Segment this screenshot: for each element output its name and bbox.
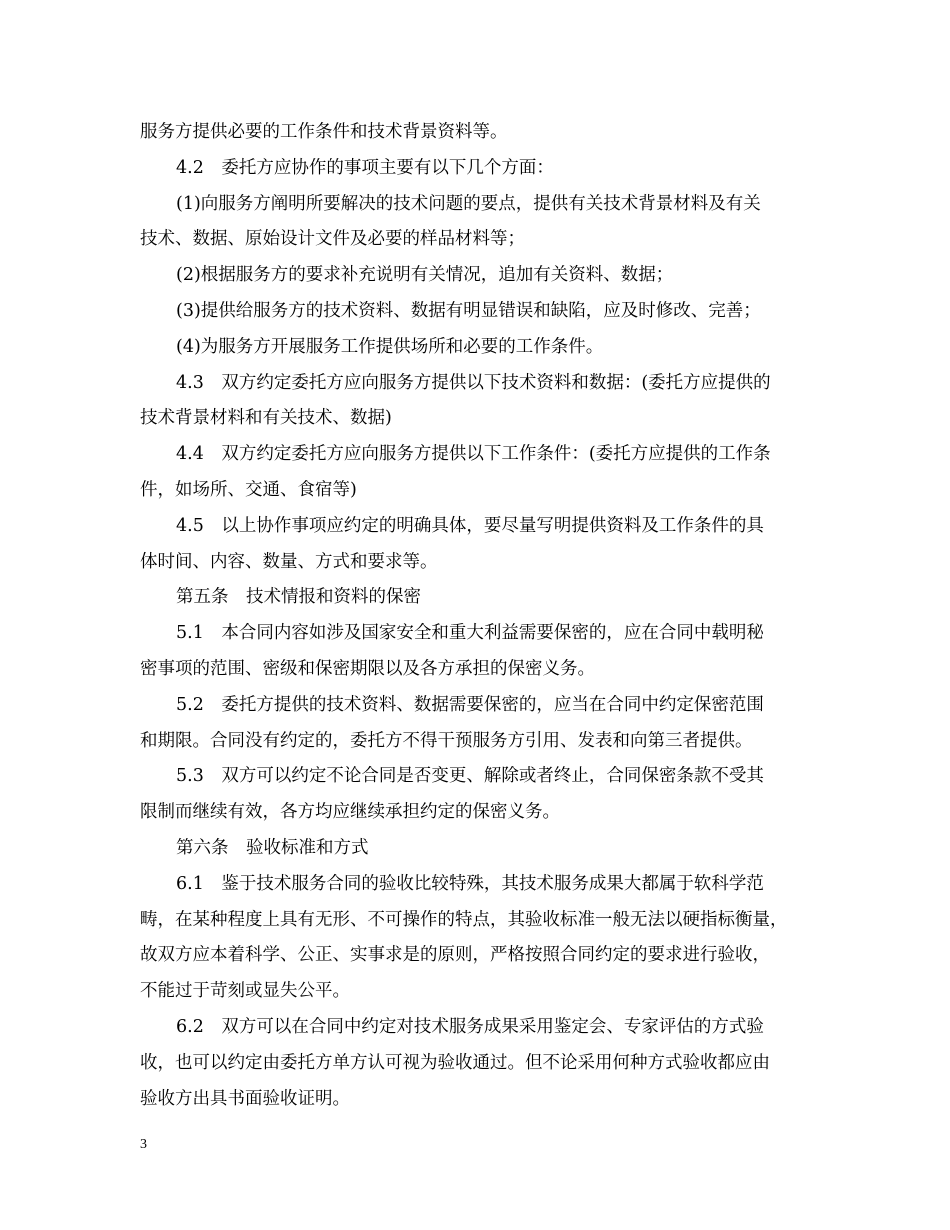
paragraph <box>140 509 812 581</box>
paragraph-line: 收，也可以约定由委托方单方认可视为验收通过。但不论采用何种方式验收都应由 <box>140 1052 770 1073</box>
paragraph-line: 技术背景材料和有关技术、数据) <box>140 408 392 429</box>
paragraph-line: (3)提供给服务方的技术资料、数据有明显错误和缺陷，应及时修改、完善； <box>176 300 761 321</box>
paragraph-line: 4.5 以上协作事项应约定的明确具体，要尽量写明提供资料及工作条件的具 <box>176 515 764 536</box>
paragraph <box>140 115 812 151</box>
paragraph-line: 密事项的范围、密级和保密期限以及各方承担的保密义务。 <box>140 658 595 679</box>
document-body <box>140 115 812 1117</box>
paragraph <box>140 1010 812 1117</box>
paragraph-line: 体时间、内容、数量、方式和要求等。 <box>140 551 438 572</box>
paragraph <box>140 294 812 330</box>
paragraph <box>140 580 812 616</box>
paragraph-line: 5.3 双方可以约定不论合同是否变更、解除或者终止，合同保密条款不受其 <box>176 766 764 787</box>
paragraph-line: 第六条 验收标准和方式 <box>176 837 369 858</box>
paragraph-line: 不能过于苛刻或显失公平。 <box>140 981 350 1002</box>
paragraph <box>140 759 812 831</box>
paragraph-line: 技术、数据、原始设计文件及必要的样品材料等； <box>140 229 525 250</box>
paragraph-line: 件，如场所、交通、食宿等) <box>140 479 357 500</box>
paragraph-line: 5.2 委托方提供的技术资料、数据需要保密的，应当在合同中约定保密范围 <box>176 694 764 715</box>
paragraph <box>140 258 812 294</box>
paragraph-line: 限制而继续有效，各方均应继续承担约定的保密义务。 <box>140 802 560 823</box>
paragraph-line: 6.2 双方可以在合同中约定对技术服务成果采用鉴定会、专家评估的方式验 <box>176 1016 764 1037</box>
paragraph <box>140 330 812 366</box>
paragraph <box>140 831 812 867</box>
paragraph-line: 4.4 双方约定委托方应向服务方提供以下工作条件：(委托方应提供的工作条 <box>176 444 771 465</box>
paragraph <box>140 366 812 438</box>
paragraph <box>140 437 812 509</box>
paragraph-line: (2)根据服务方的要求补充说明有关情况，追加有关资料、数据； <box>176 265 674 286</box>
paragraph <box>140 187 812 259</box>
paragraph-line: 验收方出具书面验收证明。 <box>140 1088 350 1109</box>
paragraph-line: 第五条 技术情报和资料的保密 <box>176 587 421 608</box>
paragraph <box>140 688 812 760</box>
paragraph <box>140 151 812 187</box>
page-number: 3 <box>140 1137 147 1152</box>
paragraph-line: 畴，在某种程度上具有无形、不可操作的特点，其验收标准一般无法以硬指标衡量， <box>140 909 788 930</box>
paragraph-line: 4.2 委托方应协作的事项主要有以下几个方面： <box>176 157 554 178</box>
paragraph-line: (4)为服务方开展服务工作提供场所和必要的工作条件。 <box>176 336 604 357</box>
paragraph-line: 5.1 本合同内容如涉及国家安全和重大利益需要保密的，应在合同中载明秘 <box>176 623 764 644</box>
paragraph-line: 6.1 鉴于技术服务合同的验收比较特殊，其技术服务成果大都属于软科学范 <box>176 873 764 894</box>
paragraph-line: 和期限。合同没有约定的，委托方不得干预服务方引用、发表和向第三者提供。 <box>140 730 753 751</box>
paragraph <box>140 867 812 1010</box>
paragraph-line: 服务方提供必要的工作条件和技术背景资料等。 <box>140 122 508 142</box>
paragraph-line: 故双方应本着科学、公正、实事求是的原则，严格按照合同约定的要求进行验收， <box>140 945 770 966</box>
paragraph <box>140 616 812 688</box>
paragraph-line: 4.3 双方约定委托方应向服务方提供以下技术资料和数据：(委托方应提供的 <box>176 372 771 393</box>
paragraph-line: (1)向服务方阐明所要解决的技术问题的要点，提供有关技术背景材料及有关 <box>176 193 761 214</box>
